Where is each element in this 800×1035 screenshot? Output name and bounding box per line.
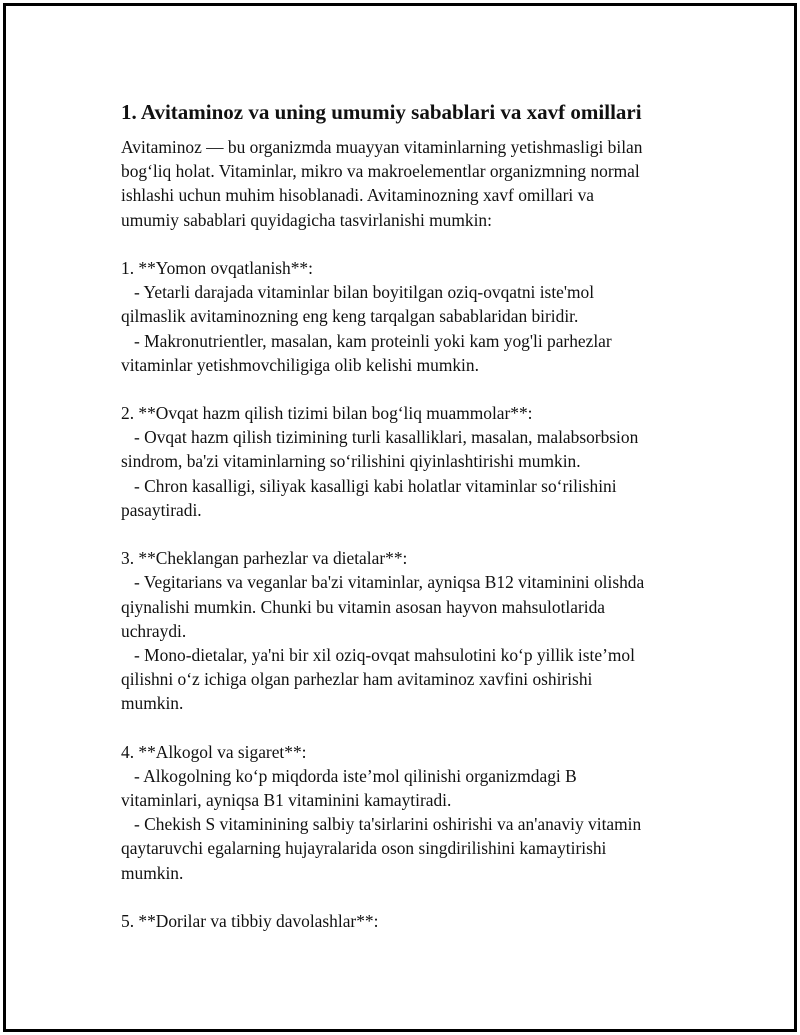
text-line: - Makronutrientler, masalan, kam proteinli yoki kam yog'li parhezlar [121, 330, 612, 351]
text-line: qiynalishi mumkin. Chunki bu vitamin asosan hayvon mahsulotlarida [121, 596, 605, 617]
text-line: vitaminlari, ayniqsa B1 vitaminini kamaytiradi. [121, 790, 452, 811]
document-body [121, 135, 701, 933]
blank-line [121, 885, 701, 909]
text-line: vitaminlar yetishmovchiligiga olib kelishi mumkin. [121, 354, 479, 375]
text-line: - Yetarli darajada vitaminlar bilan boyitilgan oziq-ovqatni iste'mol [121, 282, 595, 303]
text-line: qilmaslik avitaminozning eng keng tarqalgan sabablaridan biridir. [121, 306, 579, 327]
text-line: - Ovqat hazm qilish tizimining turli kasalliklari, masalan, malabsorbsion [121, 427, 639, 448]
text-line: - Chron kasalligi, siliyak kasalligi kabi holatlar vitaminlar so‘rilishini [121, 475, 617, 496]
text-line: uchraydi. [121, 620, 187, 641]
section-heading: 1. **Yomon ovqatlanish**: [121, 257, 313, 278]
text-line: mumkin. [121, 862, 184, 883]
text-line: Avitaminoz — bu organizmda muayyan vitaminlarning yetishmasligi bilan [121, 137, 643, 157]
text-line: qaytaruvchi egalarning hujayralarida oson singdirilishini kamaytirishi [121, 838, 607, 859]
section-heading: 2. **Ovqat hazm qilish tizimi bilan bog‘liq muammolar**: [121, 403, 533, 424]
page-content [121, 98, 701, 933]
section-heading: 3. **Cheklangan parhezlar va dietalar**: [121, 548, 408, 569]
blank-line [121, 716, 701, 740]
text-line: - Alkogolning ko‘p miqdorda iste’mol qilinishi organizmdagi B [121, 765, 577, 786]
blank-line [121, 377, 701, 401]
section-heading: 5. **Dorilar va tibbiy davolashlar**: [121, 911, 379, 931]
text-line: bog‘liq holat. Vitaminlar, mikro va makroelementlar organizmning normal [121, 161, 640, 182]
blank-line [121, 232, 701, 256]
page-frame [3, 3, 797, 1032]
text-line: ishlashi uchun muhim hisoblanadi. Avitaminozning xavf omillari va [121, 185, 595, 206]
section-heading: 4. **Alkogol va sigaret**: [121, 741, 307, 762]
text-line: qilishni o‘z ichiga olgan parhezlar ham avitaminoz xavfini oshirishi [121, 669, 593, 690]
text-line: - Mono-dietalar, ya'ni bir xil oziq-ovqat mahsulotini ko‘p yillik iste’mol [121, 644, 635, 665]
text-line: mumkin. [121, 693, 184, 714]
text-line: pasaytiradi. [121, 499, 202, 520]
text-line: umumiy sabablari quyidagicha tasvirlanishi mumkin: [121, 209, 492, 230]
document-title: 1. Avitaminoz va uning umumiy sabablari va xavf omillari [121, 100, 642, 124]
blank-line [121, 522, 701, 546]
text-line: - Chekish S vitaminining salbiy ta'sirlarini oshirishi va an'anaviy vitamin [121, 814, 642, 835]
text-line: sindrom, ba'zi vitaminlarning so‘rilishini qiyinlashtirishi mumkin. [121, 451, 581, 472]
text-line: - Vegitarians va veganlar ba'zi vitaminlar, ayniqsa B12 vitaminini olishda [121, 572, 645, 593]
